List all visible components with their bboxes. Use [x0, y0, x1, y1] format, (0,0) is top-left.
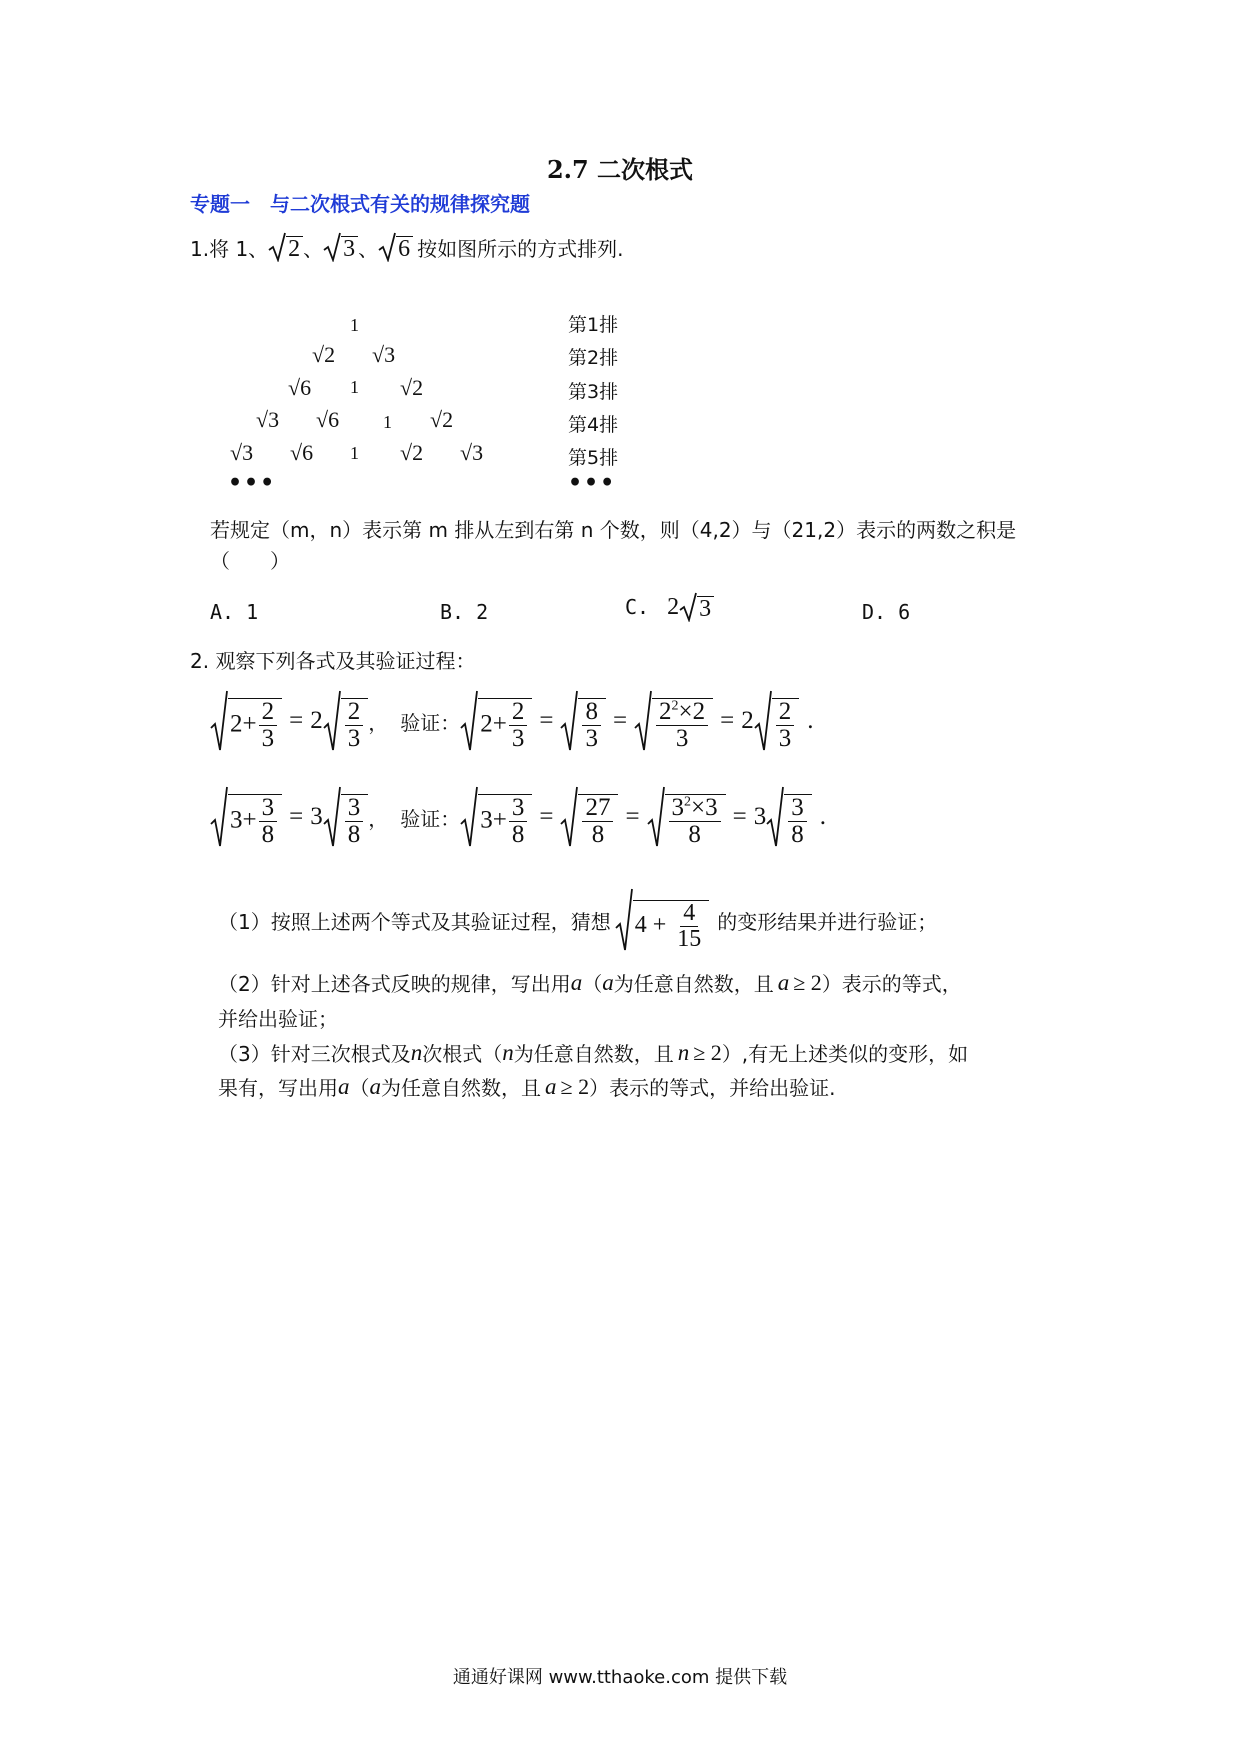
tri-r5-2: √6	[290, 440, 314, 465]
q1-stem-line2: （ ）	[210, 549, 290, 573]
row-label-1: 第1排	[568, 314, 619, 336]
option-a[interactable]: A. 1	[210, 600, 259, 624]
verify-label: 验证：	[400, 806, 461, 831]
tri-r5-4: √2	[400, 440, 424, 465]
tri-r2-2: √3	[372, 342, 396, 367]
tri-r2-1: √2	[312, 342, 336, 367]
tri-r4-4: √2	[430, 407, 454, 432]
q1-prefix: 1.将 1、	[190, 236, 269, 261]
q2-part2-line2: 并给出验证；	[218, 1007, 338, 1031]
sep: 、	[303, 236, 324, 261]
topic-heading: 专题一 与二次根式有关的规律探究题	[190, 192, 530, 216]
label-ellipsis: •••	[568, 470, 617, 496]
tri-ellipsis: •••	[228, 470, 277, 496]
row-label-3: 第3排	[568, 381, 619, 403]
sqrt-2: 2	[268, 232, 303, 262]
equation-1: 2+ $\frac{2}{3}$ = 2 $\frac{2}{3}$ ， 验证： 2+ $\frac{2}{3}$ = $\frac{8}{3}$ = $\frac{2^2\times 2}{3}$ = 2 $\frac{2}{3}$ .	[210, 690, 814, 752]
sqrt-6: 6	[378, 232, 413, 262]
row-label-4: 第4排	[568, 414, 619, 436]
sqrt-3: 3	[323, 232, 358, 262]
equation-2: 3+ $\frac{3}{8}$ = 3 $\frac{3}{8}$ ， 验证： 3+ $\frac{3}{8}$ = $\frac{27}{8}$ = $\frac{3^2\times 3}{8}$ = 3 $\frac{3}{8}$ .	[210, 786, 826, 848]
sqrt-3: 3	[679, 592, 714, 622]
tri-r3-2: 1	[350, 377, 359, 397]
tri-r1-1: 1	[350, 315, 359, 335]
q2-part1: （1）按照上述两个等式及其验证过程，猜想 4 + $\frac{4}{15}$ 的变形结果并进行验证；	[218, 888, 937, 952]
option-d[interactable]: D. 6	[862, 600, 911, 624]
option-c[interactable]: C. 2 3	[625, 592, 714, 622]
tri-r3-3: √2	[400, 375, 424, 400]
q1-stem-line1: 若规定（m，n）表示第 m 排从左到右第 n 个数，则（4,2）与（21,2）表示的两数之积是	[210, 518, 1017, 542]
tri-r4-1: √3	[256, 407, 280, 432]
row-label-2: 第2排	[568, 347, 619, 369]
option-b[interactable]: B. 2	[440, 600, 489, 624]
q2-part2-line1: （2）针对上述各式反映的规律，写出用 a （ a 为任意自然数，且 a ≥ 2 ）表示的等式，	[218, 969, 962, 996]
q1-suffix: 按如图所示的方式排列.	[417, 236, 624, 261]
row-label-5: 第5排	[568, 447, 619, 469]
q2-intro: 2. 观察下列各式及其验证过程：	[190, 649, 476, 673]
tri-r4-2: √6	[316, 407, 340, 432]
tri-r3-1: √6	[288, 375, 312, 400]
sqrt-expr: 4 + $\frac{4}{15}$	[615, 888, 710, 952]
q2-part3-line2: 果有，写出用 a （ a 为任意自然数，且 a ≥ 2 ）表示的等式，并给出验证.	[218, 1073, 836, 1100]
tri-r5-1: √3	[230, 440, 254, 465]
tri-r5-3: 1	[350, 443, 359, 463]
page-title: 2.7 二次根式	[546, 155, 694, 184]
q1-intro	[190, 232, 624, 262]
q2-part3-line1: （3）针对三次根式及 n 次根式（ n 为任意自然数，且 n ≥ 2 ）,有无上述类似的变形，如	[218, 1039, 969, 1066]
tri-r4-3: 1	[383, 412, 392, 432]
tri-r5-5: √3	[460, 440, 484, 465]
footer: 通通好课网 www.tthaoke.com 提供下载	[452, 1667, 788, 1688]
sep: 、	[358, 236, 379, 261]
verify-label: 验证：	[400, 710, 461, 735]
